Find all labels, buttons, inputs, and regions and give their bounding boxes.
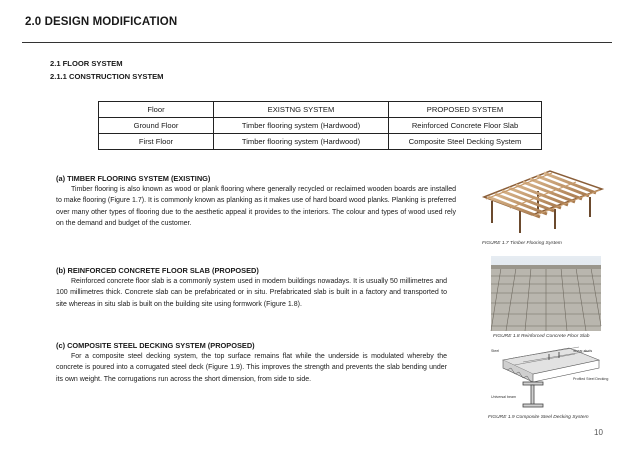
table-header-cell: Floor [99, 102, 214, 118]
paragraph: Reinforced concrete floor slab is a commonly system used in modern buildings nowadays. It is usually 50 millimetres and 100 millimetres thick. Concrete slab can be prefabricated or in situ. Prefabricated slab is built in a factory and transported to site whereas in situ slab is built on the building site using formwork (Figure 1.8). [56, 278, 447, 308]
table-header-row [99, 102, 542, 118]
table-row [99, 134, 542, 150]
section-text-concrete [56, 276, 447, 310]
label-steel: Steel [491, 349, 500, 353]
paragraph: For a composite steel decking system, the top surface remains flat while the underside is modulated whereby the concrete is poured into a corrugated steel deck (Figure 1.9). This improves the strength and prevents the slab bending under its own weight. The corrugations run across the short dimension, from side to side. [56, 353, 447, 383]
section-text-timber [56, 184, 456, 230]
concrete-slab-figure [491, 256, 601, 331]
section-heading-concrete: (b) REINFORCED CONCRETE FLOOR SLAB (PROPOSED) [56, 266, 259, 275]
figure-1-8-caption: FIGURE 1.8 Reinforced Concrete Floor Slab [493, 334, 590, 339]
table-row [99, 118, 542, 134]
page-number: 10 [594, 428, 603, 437]
paragraph: Timber flooring is also known as wood or plank flooring where generally recycled or reclaimed wooden boards are installed to make flooring (Figure 1.7). It is commonly known as planking as it makes use of hard board wood planks. Planking is preferred over many other types of flooring due to the aesthetic appeal it provides to the interiors. The colour and types of wood used rely on the demand and budget of the customer. [56, 186, 456, 228]
table-cell: Timber flooring system (Hardwood) [214, 118, 389, 134]
table-cell: Timber flooring system (Hardwood) [214, 134, 389, 150]
subheading-construction-system: 2.1.1 CONSTRUCTION SYSTEM [50, 72, 164, 81]
label-shear-studs: Shear studs [573, 349, 593, 353]
title-divider [22, 42, 612, 43]
label-profiled-decking: Profiled Steel Decking [573, 377, 609, 381]
table-header-cell: EXISTNG SYSTEM [214, 102, 389, 118]
table-header-cell: PROPOSED SYSTEM [389, 102, 542, 118]
subheading-floor-system: 2.1 FLOOR SYSTEM [50, 59, 123, 68]
section-text-steel-decking [56, 351, 447, 385]
table-cell: Composite Steel Decking System [389, 134, 542, 150]
timber-flooring-figure [480, 163, 605, 238]
section-heading-steel-decking: (c) COMPOSITE STEEL DECKING SYSTEM (PROPOSED) [56, 341, 255, 350]
table-cell: Ground Floor [99, 118, 214, 134]
page-title: 2.0 DESIGN MODIFICATION [25, 16, 178, 28]
section-heading-timber: (a) TIMBER FLOORING SYSTEM (EXISTING) [56, 174, 211, 183]
figure-1-7-caption: FIGURE 1.7 Timber Flooring System [482, 241, 562, 246]
label-universal-beam: Universal beam [491, 395, 516, 399]
table-cell: Reinforced Concrete Floor Slab [389, 118, 542, 134]
floor-system-table [98, 101, 542, 150]
table-cell: First Floor [99, 134, 214, 150]
steel-decking-figure [489, 346, 609, 412]
figure-1-9-caption: FIGURE 1.9 Composite Steel Decking System [488, 415, 589, 420]
